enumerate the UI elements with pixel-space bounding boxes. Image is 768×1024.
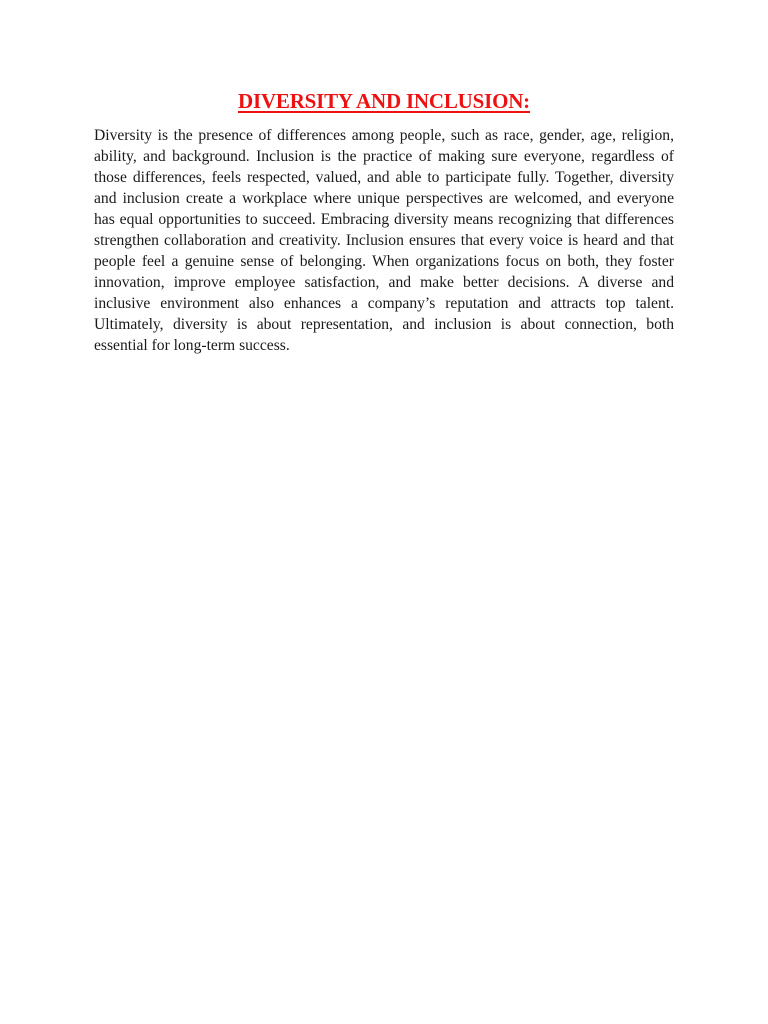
page-title-container (0, 86, 768, 116)
body-paragraph: Diversity is the presence of differences among people, such as race, gender, age, religion, ability, and background. Inclusion is the practice of making sure everyone, regardless of those differences, feels respected, valued, and able to participate fully. Together, diversity and inclusion create a workplace where unique perspectives are welcomed, and everyone has equal opportunities to succeed. Embracing diversity means recognizing that differences strengthen collaboration and creativity. Inclusion ensures that every voice is heard and that people feel a genuine sense of belonging. When organizations focus on both, they foster innovation, improve employee satisfaction, and make better decisions. A diverse and inclusive environment also enhances a company’s reputation and attracts top talent. Ultimately, diversity is about representation, and inclusion is about connection, both essential for long-term success. (94, 127, 674, 354)
page-title: DIVERSITY AND INCLUSION: (238, 89, 530, 113)
